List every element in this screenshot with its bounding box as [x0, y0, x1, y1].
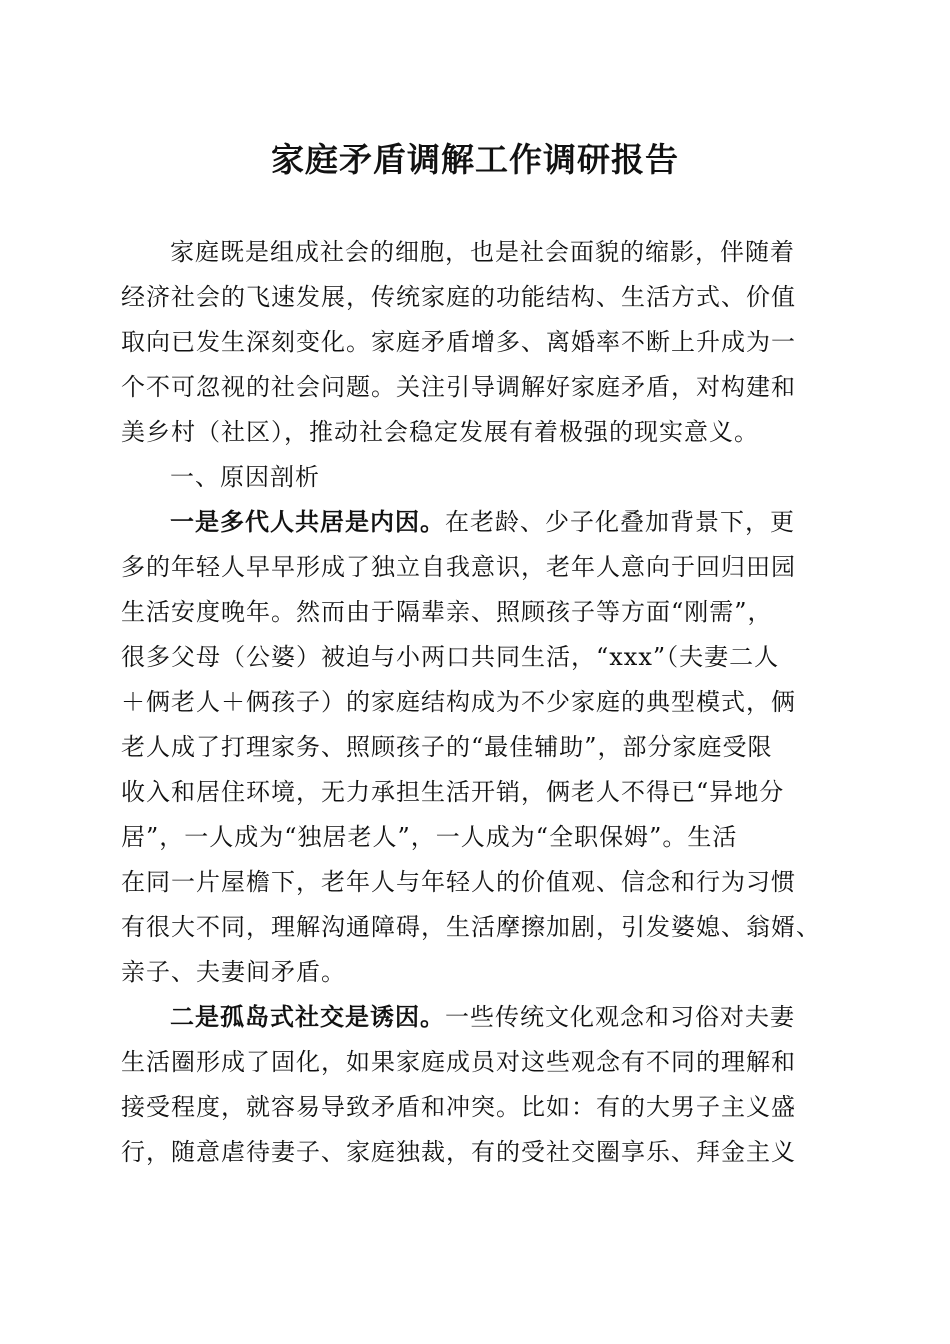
point1-line: 收入和居住环境，无力承担生活开销，俩老人不得已“异地分: [121, 778, 785, 806]
point1-line: 亲子、夫妻间矛盾。: [121, 958, 346, 986]
point1-line: 居”，一人成为“独居老人”，一人成为“全职保姆”。生活: [121, 823, 738, 851]
point1-first-line: [170, 505, 795, 539]
point1-line: 多的年轻人早早形成了独立自我意识，老年人意向于回归田园: [121, 553, 796, 581]
intro-line-4: 个不可忽视的社会问题。关注引导调解好家庭矛盾，对构建和: [121, 373, 796, 401]
point1-lead: 一是多代人共居是内因。: [170, 507, 445, 536]
intro-line-3: 取向已发生深刻变化。家庭矛盾增多、离婚率不断上升成为一: [121, 328, 796, 356]
point1-line: 老人成了打理家务、照顾孩子的“最佳辅助”，部分家庭受限: [121, 733, 773, 761]
point1-line: 在同一片屋檐下，老年人与年轻人的价值观、信念和行为习惯: [121, 868, 796, 896]
point1-line: 有很大不同，理解沟通障碍，生活摩擦加剧，引发婆媳、翁婿、: [121, 913, 821, 941]
point1-first-rest: 在老龄、少子化叠加背景下，更: [445, 508, 795, 536]
point2-lead: 二是孤岛式社交是诱因。: [170, 1002, 445, 1031]
point2-line: 生活圈形成了固化，如果家庭成员对这些观念有不同的理解和: [121, 1048, 796, 1076]
point1-line: 很多父母（公婆）被迫与小两口共同生活，“xxx”（夫妻二人: [121, 643, 780, 671]
point1-line: 生活安度晚年。然而由于隔辈亲、照顾孩子等方面“刚需”，: [121, 598, 773, 626]
document-title: 家庭矛盾调解工作调研报告: [271, 140, 679, 179]
point2-first-line: [170, 1000, 795, 1034]
intro-line-5: 美乡村（社区），推动社会稳定发展有着极强的现实意义。: [121, 418, 759, 446]
section-heading: 一、原因剖析: [170, 463, 320, 491]
point2-line: 接受程度，就容易导致矛盾和冲突。比如：有的大男子主义盛: [121, 1093, 796, 1121]
point1-line: ＋俩老人＋俩孩子）的家庭结构成为不少家庭的典型模式，俩: [121, 688, 796, 716]
intro-line-1: 家庭既是组成社会的细胞，也是社会面貌的缩影，伴随着: [170, 238, 795, 266]
intro-line-2: 经济社会的飞速发展，传统家庭的功能结构、生活方式、价值: [121, 283, 796, 311]
point2-first-rest: 一些传统文化观念和习俗对夫妻: [445, 1003, 795, 1031]
point2-line: 行，随意虐待妻子、家庭独裁，有的受社交圈享乐、拜金主义: [121, 1138, 796, 1166]
